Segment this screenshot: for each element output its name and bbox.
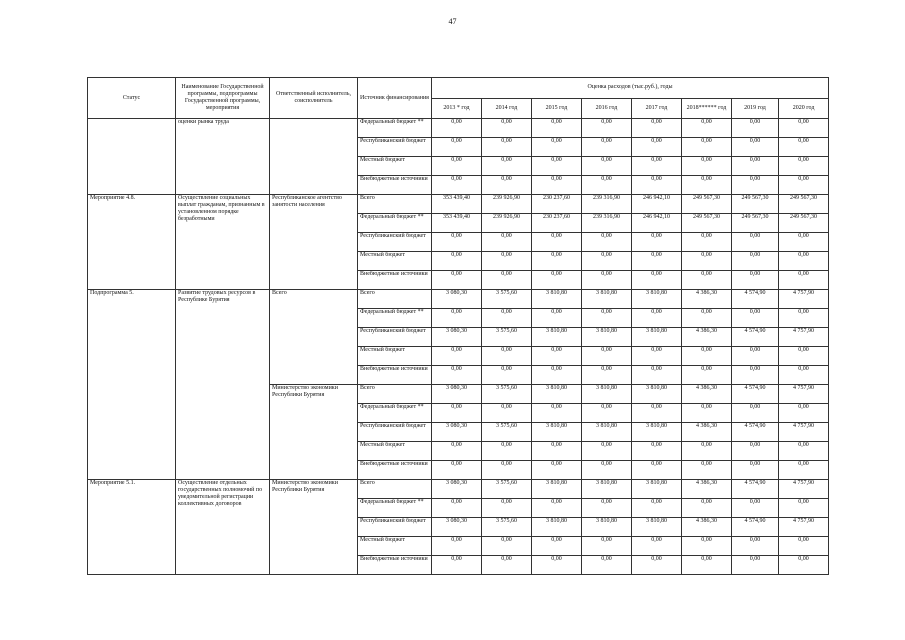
amount-cell: 0,00	[432, 309, 482, 328]
header-year: 2019 год	[732, 98, 779, 119]
amount-cell: 0,00	[732, 537, 779, 556]
amount-cell: 0,00	[682, 252, 732, 271]
amount-cell: 0,00	[482, 404, 532, 423]
amount-cell: 0,00	[482, 176, 532, 195]
amount-cell: 4 757,90	[779, 480, 829, 499]
amount-cell: 0,00	[682, 119, 732, 138]
amount-cell: 0,00	[732, 442, 779, 461]
amount-cell: 4 757,90	[779, 423, 829, 442]
funding-source: Всего	[358, 385, 432, 404]
table-body	[88, 119, 829, 575]
amount-cell: 0,00	[532, 499, 582, 518]
amount-cell: 0,00	[432, 138, 482, 157]
amount-cell: 0,00	[582, 309, 632, 328]
amount-cell: 0,00	[779, 138, 829, 157]
amount-cell: 4 574,90	[732, 328, 779, 347]
amount-cell: 0,00	[582, 347, 632, 366]
amount-cell: 0,00	[632, 404, 682, 423]
amount-cell: 3 810,80	[532, 423, 582, 442]
amount-cell: 0,00	[582, 556, 632, 575]
amount-cell: 0,00	[632, 252, 682, 271]
amount-cell: 249 567,30	[682, 195, 732, 214]
amount-cell: 230 237,60	[532, 195, 582, 214]
expenditure-table	[87, 77, 829, 575]
amount-cell: 0,00	[682, 556, 732, 575]
amount-cell: 0,00	[632, 442, 682, 461]
amount-cell: 0,00	[582, 461, 632, 480]
funding-source: Федеральный бюджет **	[358, 309, 432, 328]
amount-cell: 0,00	[582, 442, 632, 461]
amount-cell: 0,00	[632, 138, 682, 157]
amount-cell: 0,00	[779, 404, 829, 423]
amount-cell: 0,00	[432, 556, 482, 575]
amount-cell: 0,00	[432, 537, 482, 556]
amount-cell: 3 810,80	[532, 290, 582, 309]
funding-source: Местный бюджет	[358, 157, 432, 176]
amount-cell: 0,00	[779, 366, 829, 385]
amount-cell: 0,00	[532, 556, 582, 575]
funding-source: Республиканский бюджет	[358, 233, 432, 252]
amount-cell: 0,00	[482, 366, 532, 385]
amount-cell: 0,00	[432, 347, 482, 366]
amount-cell: 0,00	[779, 233, 829, 252]
header-executor: Ответственный исполнитель, соисполнитель	[270, 78, 358, 119]
amount-cell: 0,00	[482, 309, 532, 328]
table-header	[88, 78, 829, 119]
amount-cell: 3 080,30	[432, 328, 482, 347]
amount-cell: 0,00	[682, 404, 732, 423]
header-status: Статус	[88, 78, 176, 119]
amount-cell: 0,00	[532, 366, 582, 385]
amount-cell: 0,00	[482, 271, 532, 290]
amount-cell: 3 810,80	[632, 385, 682, 404]
table-row	[88, 195, 829, 214]
row-name: Осуществление отдельных государственных полномочий по уведомительной регистрации коллективных договоров	[176, 480, 270, 575]
amount-cell: 0,00	[632, 461, 682, 480]
amount-cell: 3 810,80	[632, 290, 682, 309]
amount-cell: 0,00	[532, 309, 582, 328]
funding-source: Всего	[358, 195, 432, 214]
amount-cell: 0,00	[779, 271, 829, 290]
amount-cell: 249 567,30	[779, 195, 829, 214]
amount-cell: 0,00	[432, 499, 482, 518]
amount-cell: 0,00	[582, 176, 632, 195]
amount-cell: 3 080,30	[432, 290, 482, 309]
amount-cell: 0,00	[582, 233, 632, 252]
row-name: Осуществление социальных выплат гражданам, признанным в установленном порядке безработными	[176, 195, 270, 290]
amount-cell: 246 942,10	[632, 195, 682, 214]
amount-cell: 0,00	[779, 252, 829, 271]
amount-cell: 0,00	[732, 233, 779, 252]
amount-cell: 4 757,90	[779, 328, 829, 347]
amount-cell: 249 567,30	[732, 214, 779, 233]
amount-cell: 0,00	[482, 138, 532, 157]
amount-cell: 0,00	[532, 233, 582, 252]
header-year: 2018****** год	[682, 98, 732, 119]
amount-cell: 230 237,60	[532, 214, 582, 233]
amount-cell: 3 080,30	[432, 480, 482, 499]
amount-cell: 0,00	[582, 157, 632, 176]
amount-cell: 0,00	[532, 252, 582, 271]
amount-cell: 0,00	[732, 252, 779, 271]
amount-cell: 0,00	[432, 233, 482, 252]
header-estimate: Оценка расходов (тыс.руб.), годы	[432, 78, 829, 99]
amount-cell: 0,00	[779, 461, 829, 480]
amount-cell: 0,00	[632, 556, 682, 575]
amount-cell: 0,00	[779, 499, 829, 518]
amount-cell: 0,00	[432, 442, 482, 461]
amount-cell: 0,00	[532, 119, 582, 138]
amount-cell: 0,00	[682, 461, 732, 480]
amount-cell: 0,00	[582, 119, 632, 138]
amount-cell: 0,00	[482, 442, 532, 461]
amount-cell: 3 575,60	[482, 385, 532, 404]
funding-source: Местный бюджет	[358, 252, 432, 271]
amount-cell: 0,00	[732, 366, 779, 385]
amount-cell: 4 386,30	[682, 385, 732, 404]
amount-cell: 239 926,90	[482, 195, 532, 214]
amount-cell: 0,00	[682, 271, 732, 290]
amount-cell: 0,00	[682, 233, 732, 252]
amount-cell: 3 810,80	[632, 480, 682, 499]
row-status: Мероприятие 5.1.	[88, 480, 176, 575]
amount-cell: 0,00	[482, 556, 532, 575]
amount-cell: 0,00	[482, 119, 532, 138]
amount-cell: 249 567,30	[682, 214, 732, 233]
header-source: Источник финансирования	[358, 78, 432, 119]
table-row	[88, 290, 829, 309]
page-number: 47	[448, 17, 457, 26]
amount-cell: 3 810,80	[582, 385, 632, 404]
amount-cell: 0,00	[432, 404, 482, 423]
amount-cell: 0,00	[779, 347, 829, 366]
amount-cell: 0,00	[632, 366, 682, 385]
row-executor: Республиканское агентство занятости населения	[270, 195, 358, 290]
amount-cell: 4 574,90	[732, 480, 779, 499]
header-name: Наименование Государственной программы, подпрограммы Государственной программы, мероприятия	[176, 78, 270, 119]
amount-cell: 0,00	[682, 138, 732, 157]
amount-cell: 0,00	[482, 499, 532, 518]
amount-cell: 0,00	[482, 233, 532, 252]
funding-source: Местный бюджет	[358, 537, 432, 556]
amount-cell: 0,00	[732, 461, 779, 480]
funding-source: Внебюджетные источники	[358, 271, 432, 290]
amount-cell: 0,00	[682, 442, 732, 461]
amount-cell: 3 080,30	[432, 423, 482, 442]
funding-source: Внебюджетные источники	[358, 556, 432, 575]
row-executor: Министерство экономики Республики Бурятия	[270, 385, 358, 480]
amount-cell: 0,00	[632, 537, 682, 556]
amount-cell: 0,00	[582, 404, 632, 423]
funding-source: Республиканский бюджет	[358, 423, 432, 442]
amount-cell: 249 567,30	[732, 195, 779, 214]
amount-cell: 3 575,60	[482, 290, 532, 309]
amount-cell: 0,00	[682, 157, 732, 176]
amount-cell: 0,00	[732, 157, 779, 176]
amount-cell: 0,00	[582, 499, 632, 518]
amount-cell: 0,00	[779, 537, 829, 556]
row-name: оценки рынка труда	[176, 119, 270, 195]
header-year: 2015 год	[532, 98, 582, 119]
amount-cell: 353 439,40	[432, 214, 482, 233]
amount-cell: 0,00	[779, 119, 829, 138]
amount-cell: 4 574,90	[732, 423, 779, 442]
amount-cell: 3 575,60	[482, 480, 532, 499]
funding-source: Местный бюджет	[358, 347, 432, 366]
header-year: 2016 год	[582, 98, 632, 119]
amount-cell: 0,00	[682, 366, 732, 385]
amount-cell: 0,00	[732, 271, 779, 290]
amount-cell: 0,00	[682, 499, 732, 518]
funding-source: Республиканский бюджет	[358, 138, 432, 157]
amount-cell: 239 316,90	[582, 195, 632, 214]
amount-cell: 0,00	[632, 309, 682, 328]
funding-source: Всего	[358, 480, 432, 499]
funding-source: Федеральный бюджет **	[358, 214, 432, 233]
amount-cell: 3 810,80	[582, 423, 632, 442]
funding-source: Федеральный бюджет **	[358, 499, 432, 518]
amount-cell: 3 810,80	[532, 385, 582, 404]
amount-cell: 3 575,60	[482, 328, 532, 347]
amount-cell: 249 567,30	[779, 214, 829, 233]
header-year: 2017 год	[632, 98, 682, 119]
amount-cell: 0,00	[482, 347, 532, 366]
funding-source: Федеральный бюджет **	[358, 119, 432, 138]
amount-cell: 0,00	[532, 157, 582, 176]
funding-source: Федеральный бюджет **	[358, 404, 432, 423]
amount-cell: 239 316,90	[582, 214, 632, 233]
amount-cell: 0,00	[632, 119, 682, 138]
amount-cell: 0,00	[432, 157, 482, 176]
amount-cell: 0,00	[732, 119, 779, 138]
row-status: Подпрограмма 5.	[88, 290, 176, 480]
amount-cell: 0,00	[532, 271, 582, 290]
amount-cell: 4 757,90	[779, 385, 829, 404]
amount-cell: 0,00	[432, 366, 482, 385]
funding-source: Внебюджетные источники	[358, 366, 432, 385]
amount-cell: 0,00	[532, 347, 582, 366]
amount-cell: 3 810,80	[632, 328, 682, 347]
amount-cell: 4 386,30	[682, 518, 732, 537]
amount-cell: 0,00	[682, 176, 732, 195]
amount-cell: 0,00	[682, 537, 732, 556]
amount-cell: 3 810,80	[532, 328, 582, 347]
amount-cell: 0,00	[732, 309, 779, 328]
amount-cell: 4 757,90	[779, 518, 829, 537]
amount-cell: 4 574,90	[732, 385, 779, 404]
amount-cell: 0,00	[632, 233, 682, 252]
amount-cell: 0,00	[732, 556, 779, 575]
amount-cell: 0,00	[582, 138, 632, 157]
amount-cell: 246 942,10	[632, 214, 682, 233]
row-executor: Министерство экономики Республики Бурятия	[270, 480, 358, 575]
amount-cell: 0,00	[532, 537, 582, 556]
amount-cell: 4 386,30	[682, 328, 732, 347]
row-executor: Всего	[270, 290, 358, 385]
amount-cell: 0,00	[432, 461, 482, 480]
amount-cell: 0,00	[432, 119, 482, 138]
amount-cell: 4 574,90	[732, 290, 779, 309]
amount-cell: 0,00	[582, 252, 632, 271]
amount-cell: 353 439,40	[432, 195, 482, 214]
amount-cell: 3 575,60	[482, 423, 532, 442]
amount-cell: 0,00	[732, 499, 779, 518]
amount-cell: 0,00	[432, 252, 482, 271]
amount-cell: 0,00	[682, 309, 732, 328]
amount-cell: 0,00	[432, 271, 482, 290]
amount-cell: 3 810,80	[532, 480, 582, 499]
amount-cell: 3 810,80	[582, 290, 632, 309]
amount-cell: 0,00	[779, 442, 829, 461]
amount-cell: 0,00	[582, 271, 632, 290]
row-status: Мероприятие 4.8.	[88, 195, 176, 290]
amount-cell: 0,00	[432, 176, 482, 195]
amount-cell: 0,00	[632, 347, 682, 366]
amount-cell: 3 810,80	[582, 328, 632, 347]
amount-cell: 4 386,30	[682, 423, 732, 442]
amount-cell: 3 080,30	[432, 518, 482, 537]
row-executor	[270, 119, 358, 195]
amount-cell: 0,00	[532, 138, 582, 157]
funding-source: Республиканский бюджет	[358, 328, 432, 347]
header-year: 2013 * год	[432, 98, 482, 119]
funding-source: Внебюджетные источники	[358, 176, 432, 195]
amount-cell: 0,00	[732, 347, 779, 366]
amount-cell: 3 810,80	[532, 518, 582, 537]
amount-cell: 3 810,80	[582, 480, 632, 499]
amount-cell: 3 080,30	[432, 385, 482, 404]
amount-cell: 3 810,80	[632, 423, 682, 442]
row-name: Развитие трудовых ресурсов в Республике Бурятия	[176, 290, 270, 480]
amount-cell: 0,00	[632, 271, 682, 290]
funding-source: Местный бюджет	[358, 442, 432, 461]
amount-cell: 0,00	[482, 537, 532, 556]
amount-cell: 4 757,90	[779, 290, 829, 309]
amount-cell: 3 810,80	[632, 518, 682, 537]
amount-cell: 0,00	[779, 176, 829, 195]
amount-cell: 0,00	[482, 157, 532, 176]
header-year: 2014 год	[482, 98, 532, 119]
table-row	[88, 119, 829, 138]
amount-cell: 0,00	[482, 461, 532, 480]
amount-cell: 0,00	[532, 442, 582, 461]
funding-source: Республиканский бюджет	[358, 518, 432, 537]
amount-cell: 239 926,90	[482, 214, 532, 233]
table-row	[88, 480, 829, 499]
amount-cell: 0,00	[632, 499, 682, 518]
funding-source: Внебюджетные источники	[358, 461, 432, 480]
header-year: 2020 год	[779, 98, 829, 119]
amount-cell: 3 575,60	[482, 518, 532, 537]
amount-cell: 0,00	[582, 366, 632, 385]
amount-cell: 0,00	[632, 176, 682, 195]
amount-cell: 4 574,90	[732, 518, 779, 537]
amount-cell: 0,00	[482, 252, 532, 271]
amount-cell: 4 386,30	[682, 290, 732, 309]
amount-cell: 0,00	[632, 157, 682, 176]
amount-cell: 0,00	[732, 176, 779, 195]
amount-cell: 0,00	[779, 309, 829, 328]
amount-cell: 0,00	[532, 176, 582, 195]
amount-cell: 0,00	[779, 157, 829, 176]
amount-cell: 0,00	[532, 461, 582, 480]
funding-source: Всего	[358, 290, 432, 309]
amount-cell: 0,00	[732, 404, 779, 423]
row-status	[88, 119, 176, 195]
amount-cell: 0,00	[682, 347, 732, 366]
amount-cell: 3 810,80	[582, 518, 632, 537]
amount-cell: 0,00	[532, 404, 582, 423]
amount-cell: 0,00	[582, 537, 632, 556]
amount-cell: 0,00	[779, 556, 829, 575]
amount-cell: 4 386,30	[682, 480, 732, 499]
amount-cell: 0,00	[732, 138, 779, 157]
